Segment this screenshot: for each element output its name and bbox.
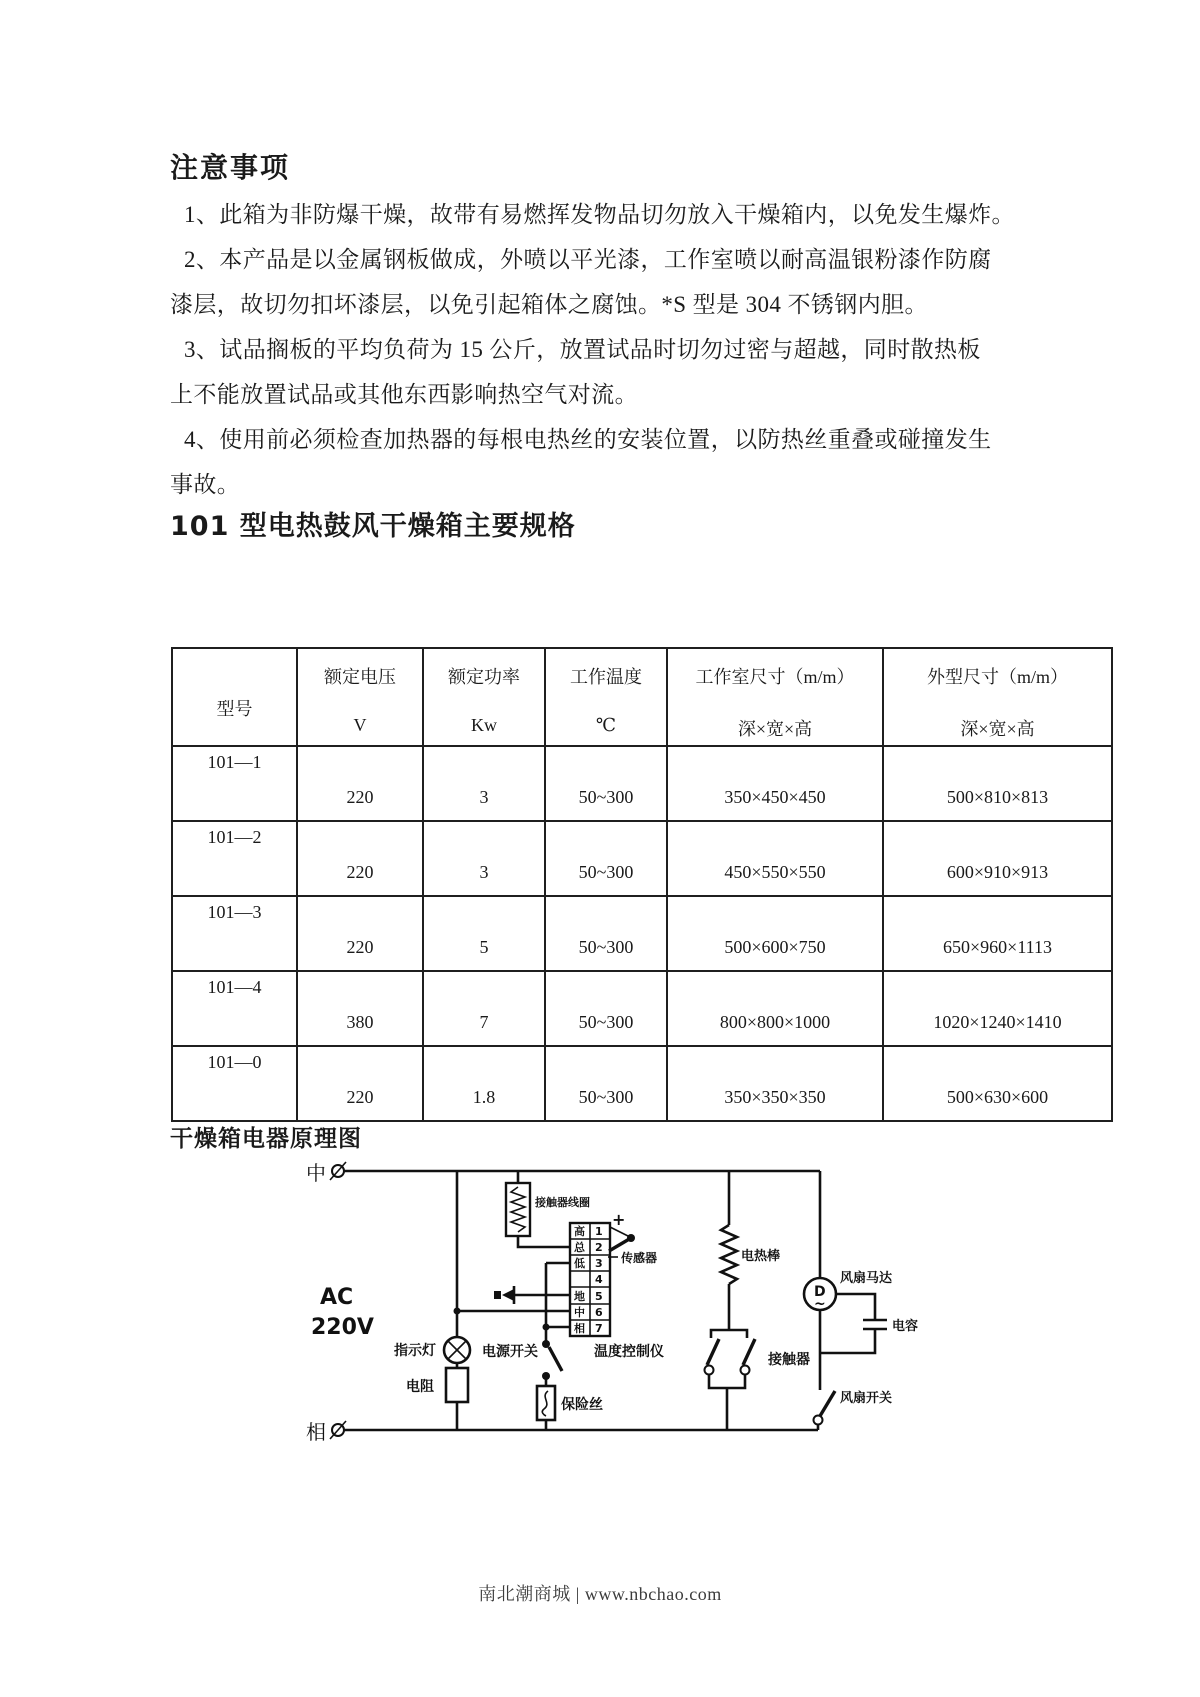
power-switch-blade [549,1347,562,1371]
table-row: 101—3 220 5 50~300 500×600×750 650×960×1113 [172,896,1112,971]
fan-motor-icon [804,1278,836,1312]
fuse-label: 保险丝 [561,1397,603,1413]
contactor-contacts-icon [705,1330,756,1430]
capacitor-label: 电容 [892,1319,919,1334]
notice-line: 4、使用前必须检查加热器的每根电热丝的安装位置，以防热丝重叠或碰撞发生 [184,427,992,452]
resistor-icon [446,1368,468,1402]
notice-line: 3、试品搁板的平均负荷为 15 公斤，放置试品时切勿过密与超越，同时散热板 [184,337,981,362]
terminal-row-number: 3 [595,1257,603,1270]
spec-table [171,647,1113,1122]
voltage-label: 220V [311,1315,374,1340]
switch-pivot-dot [542,1340,550,1348]
resistor-label: 电阻 [406,1379,434,1395]
power-switch-label: 电源开关 [482,1344,538,1360]
neutral-terminal-label: 中 [306,1161,326,1185]
phase-terminal-label: 相 [306,1420,326,1444]
notice-paragraphs [170,192,1042,507]
terminal-row-number: 4 [595,1273,603,1286]
footer-branding: 南北潮商城 | www.nbchao.com [478,1584,722,1604]
terminal-row-number: 7 [595,1322,603,1335]
sensor-arrow [609,1238,631,1251]
terminal-row-number: 6 [595,1306,603,1319]
col-header-temperature: 工作温度 ℃ [545,648,667,746]
notice-line: 1、此箱为非防爆干燥，故带有易燃挥发物品切勿放入干燥箱内，以免发生爆炸。 [184,202,1015,227]
wire [820,1329,875,1353]
circuit-schematic [278,1158,938,1488]
terminal-row-label: 高 [574,1225,585,1238]
spec-table-header-row [172,648,1112,746]
terminal-row-label: 地 [574,1290,585,1303]
fuse-icon [537,1386,555,1420]
contactor-coil-icon [506,1183,530,1236]
sensor-label: 传感器 [621,1251,658,1265]
plus-mark: + [612,1210,626,1229]
motor-tilde: ~ [814,1296,826,1312]
svg-text:D: D [814,1284,826,1300]
notice-line: 2、本产品是以金属钢板做成，外喷以平光漆，工作室喷以耐高温银粉漆作防腐 [184,247,992,272]
terminal-row-number: 5 [595,1290,603,1303]
col-header-chamber-size: 工作室尺寸（m/m） 深×宽×高 [667,648,883,746]
table-row: 101—1 220 3 50~300 350×450×450 500×810×813 [172,746,1112,821]
wire [836,1294,875,1320]
terminal-row-number: 1 [595,1225,603,1238]
col-header-power: 额定功率 Kw [423,648,545,746]
phase-terminal-icon [330,1421,346,1439]
terminal-row-label: 低 [574,1257,585,1270]
wire [518,1236,570,1247]
table-row: 101—4 380 7 50~300 800×800×1000 1020×1240×1410 [172,971,1112,1046]
neutral-terminal-icon [330,1162,346,1180]
notice-line: 事故。 [170,472,241,497]
col-header-outer-size: 外型尺寸（m/m） 深×宽×高 [883,648,1112,746]
col-header-model: 型号 [172,648,297,746]
spec-section-title: 101 型电热鼓风干燥箱主要规格 [170,511,576,542]
indicator-lamp-label: 指示灯 [394,1343,436,1359]
ac-label: AC [320,1285,354,1310]
capacitor-icon [863,1320,887,1329]
fan-switch-label: 风扇开关 [840,1391,893,1406]
terminal-row-label: 总 [574,1241,585,1254]
heater-icon [721,1225,737,1284]
junction-dot [543,1324,550,1331]
diagram-section-title: 干燥箱电器原理图 [170,1126,362,1152]
table-row: 101—2 220 3 50~300 450×550×550 600×910×913 [172,821,1112,896]
notice-line: 上不能放置试品或其他东西影响热空气对流。 [170,382,638,407]
heater-label: 电热棒 [741,1249,781,1264]
table-row: 101—0 220 1.8 50~300 350×350×350 500×630×600 [172,1046,1112,1121]
notice-line: 漆层，故切勿扣坏漆层，以免引起箱体之腐蚀。*S 型是 304 不锈钢内胆。 [170,292,928,317]
fan-switch-terminal [814,1416,823,1425]
fan-motor-label: 风扇马达 [840,1271,893,1286]
indicator-lamp-icon [444,1337,470,1363]
col-header-voltage: 额定电压 V [297,648,423,746]
fan-switch-blade [820,1391,835,1416]
terminal-row-label: 中 [574,1306,585,1319]
terminal-row-number: 2 [595,1241,603,1254]
temperature-controller-block [570,1223,610,1336]
ground-icon [494,1286,514,1304]
notice-section-title: 注意事项 [170,151,291,184]
terminal-row-label: 相 [574,1322,585,1335]
contactor-label: 接触器 [768,1352,810,1368]
temperature-controller-label: 温度控制仪 [594,1344,664,1360]
contactor-coil-label: 接触器线圈 [535,1196,590,1209]
